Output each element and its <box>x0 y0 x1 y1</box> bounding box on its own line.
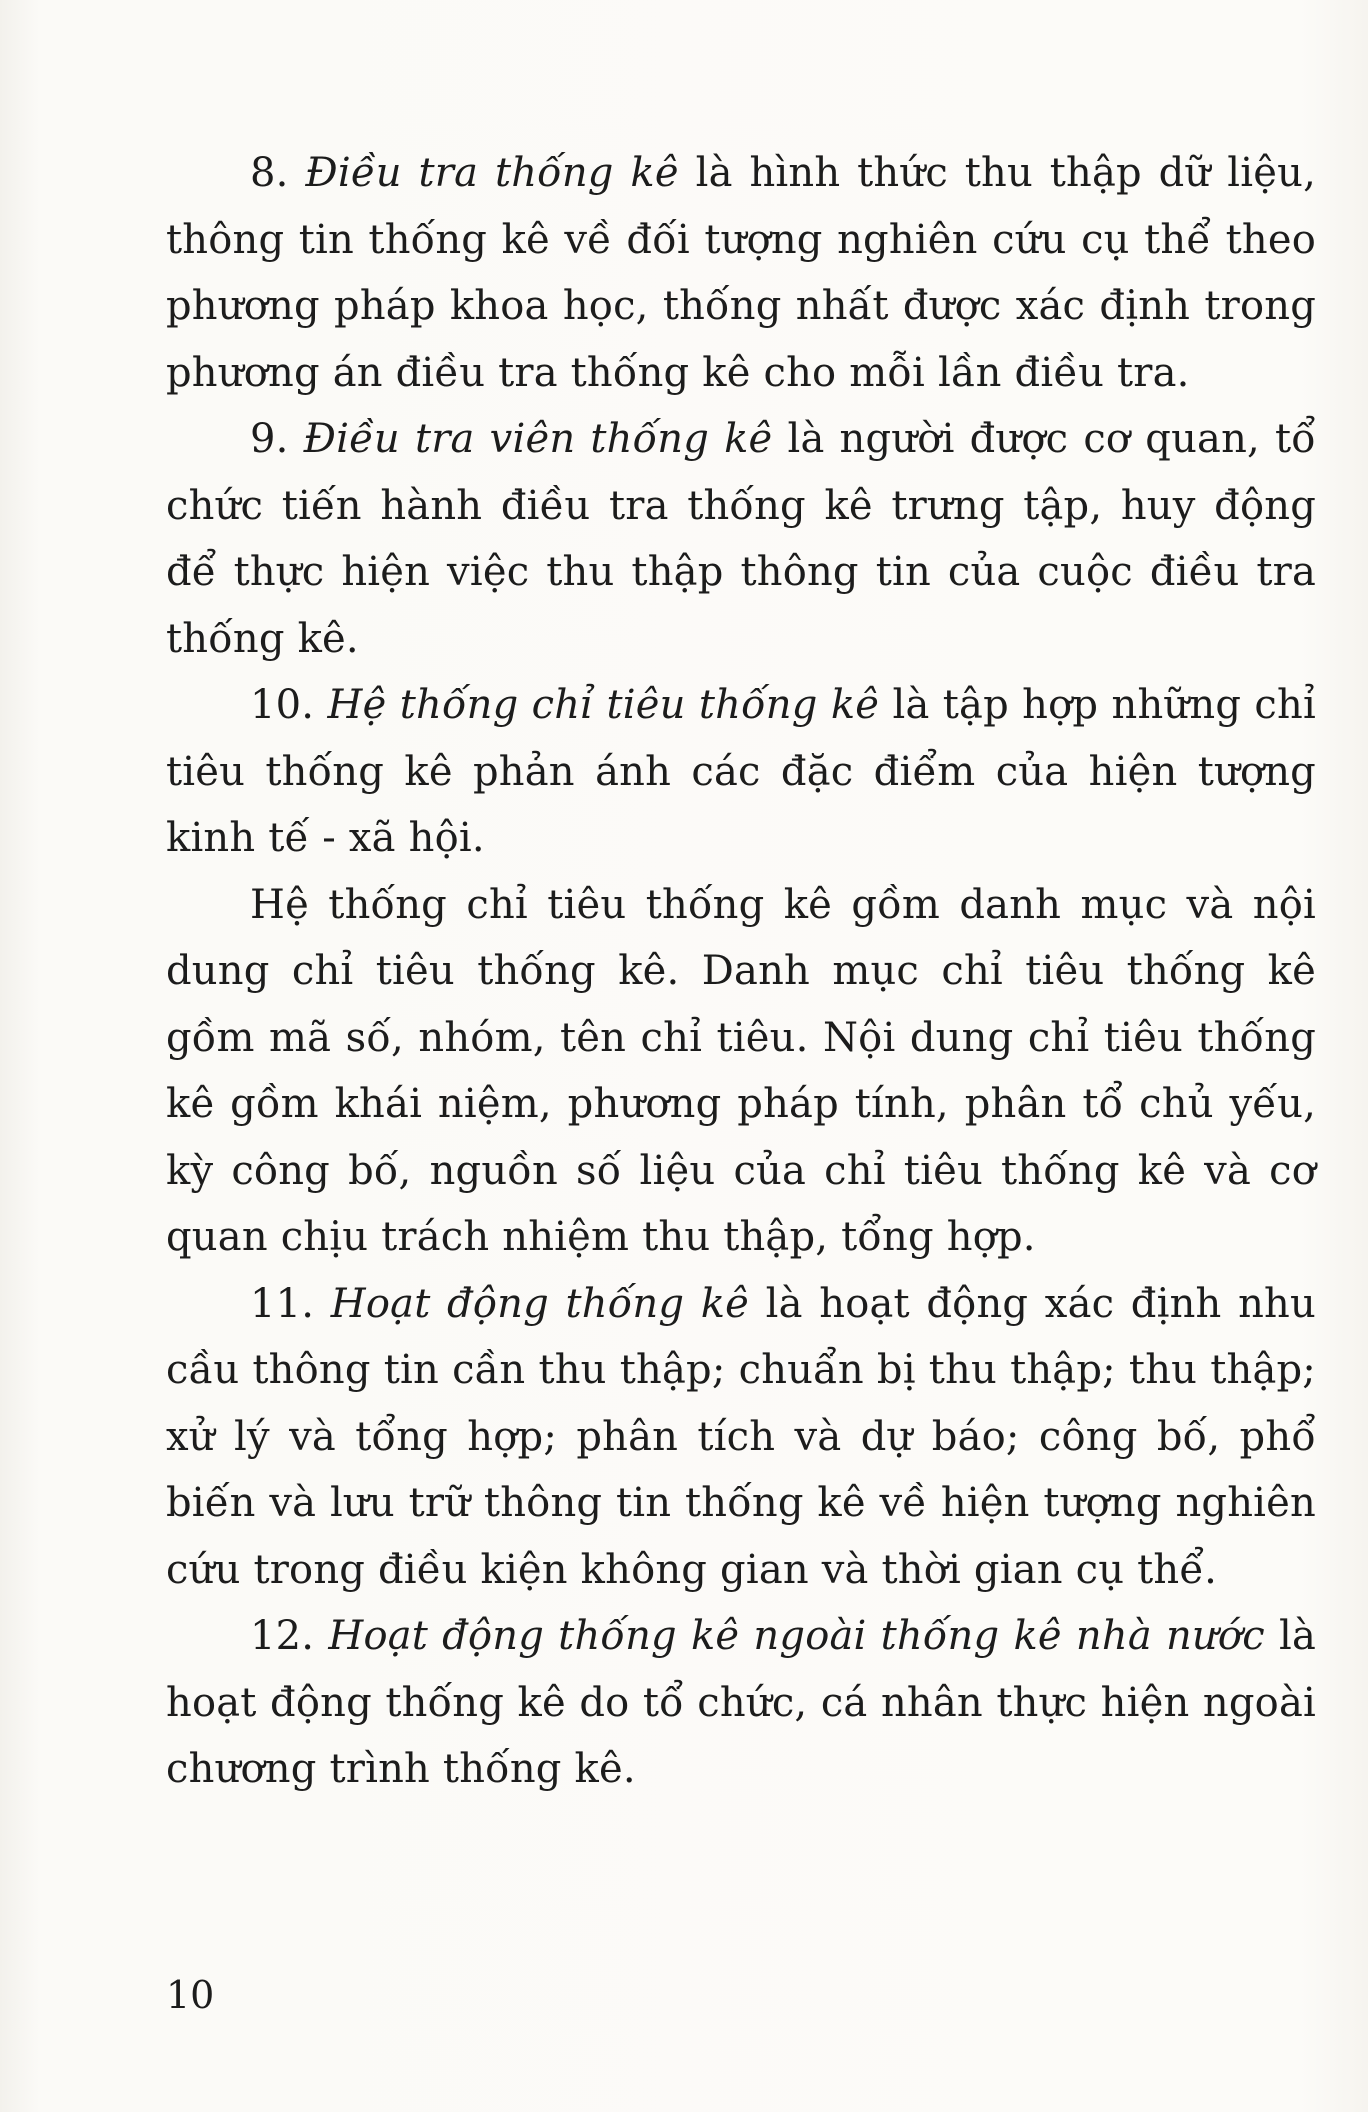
defined-term: Hoạt động thống kê <box>330 1280 750 1327</box>
definition-text: là hình thức thu thập dữ liệu, thông tin thống kê về đối tượng nghiên cứu cụ thể theo phương pháp khoa học, thống nhất được xác định trong phương án điều tra thống kê cho mỗi lần điều tra. <box>166 150 1317 396</box>
defined-term: Hoạt động thống kê ngoài thống kê nhà nước <box>328 1613 1265 1659</box>
paragraph-number: 11. <box>250 1280 315 1327</box>
paragraph-10-detail <box>166 872 1316 1271</box>
paragraph-number: 9. <box>250 416 289 462</box>
body-text <box>166 140 1316 1803</box>
definition-text: là hoạt động xác định nhu cầu thông tin cần thu thập; chuẩn bị thu thập; thu thập; xử lý và tổng hợp; phân tích và dự báo; công bố, phổ biến và lưu trữ thông tin thống kê về hiện tượng nghiên cứu trong điều kiện không gian và thời gian cụ thể. <box>166 1280 1316 1593</box>
definition-text: là tập hợp những chỉ tiêu thống kê phản ánh các đặc điểm của hiện tượng kinh tế - xã hội. <box>166 682 1316 861</box>
definition-text: là người được cơ quan, tổ chức tiến hành điều tra thống kê trưng tập, huy động để thực hiện việc thu thập thông tin của cuộc điều tra thống kê. <box>166 416 1316 662</box>
paragraph-number: 12. <box>250 1613 315 1659</box>
paragraph-number: 10. <box>250 682 315 728</box>
paragraph-8 <box>166 140 1316 406</box>
defined-term: Hệ thống chỉ tiêu thống kê <box>327 682 880 728</box>
paragraph-9 <box>166 406 1316 672</box>
paragraph-number: 8. <box>250 150 289 196</box>
definition-text: Hệ thống chỉ tiêu thống kê gồm danh mục và nội dung chỉ tiêu thống kê. Danh mục chỉ tiêu thống kê gồm mã số, nhóm, tên chỉ tiêu. Nội dung chỉ tiêu thống kê gồm khái niệm, phương pháp tính, phân tổ chủ yếu, kỳ công bố, nguồn số liệu của chỉ tiêu thống kê và cơ quan chịu trách nhiệm thu thập, tổng hợp. <box>166 881 1316 1260</box>
paragraph-12 <box>166 1603 1316 1803</box>
definition-text: là hoạt động thống kê do tổ chức, cá nhân thực hiện ngoài chương trình thống kê. <box>166 1613 1316 1792</box>
defined-term: Điều tra viên thống kê <box>303 416 773 462</box>
paragraph-10 <box>166 672 1316 872</box>
paragraph-11 <box>166 1271 1316 1604</box>
page-number: 10 <box>166 1973 215 2017</box>
defined-term: Điều tra thống kê <box>305 150 679 196</box>
